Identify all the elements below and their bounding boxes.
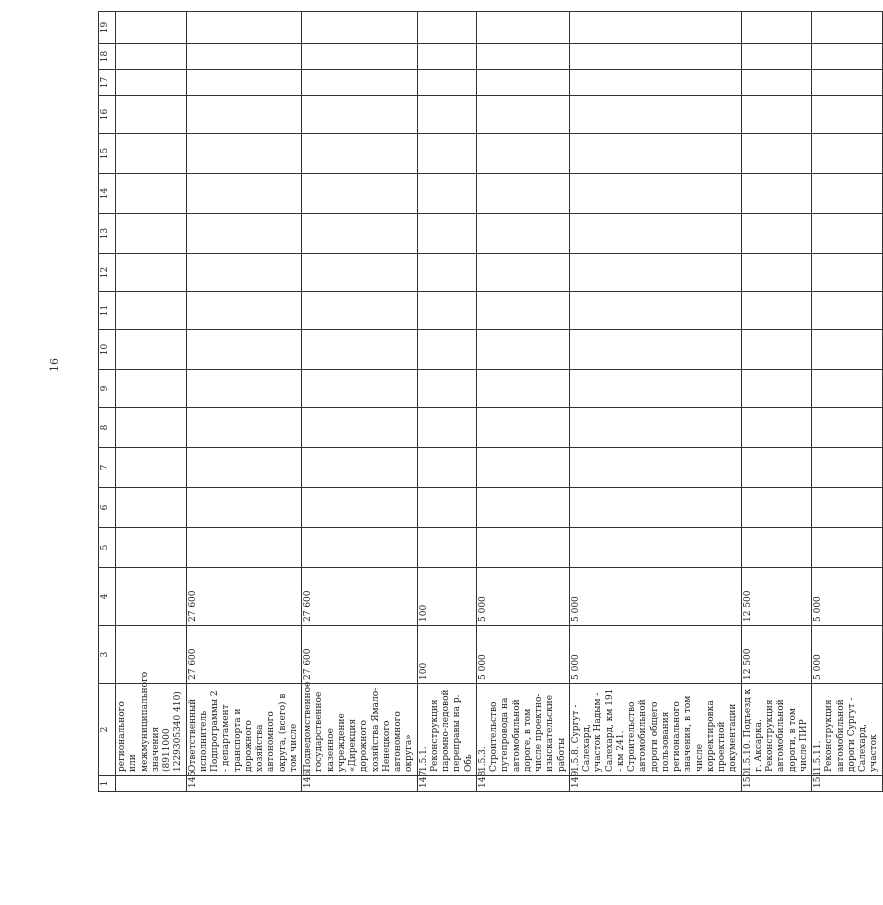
- table-row: [569, 12, 741, 792]
- col-header: 2: [99, 684, 116, 776]
- col-header: 18: [99, 44, 116, 70]
- value-col4: 5 000: [812, 568, 883, 626]
- value-col3: 5 000: [569, 626, 741, 684]
- rotated-table-container: [98, 12, 880, 792]
- row-name: 1.5.1. Реконструкция паромно-ледовой переправы на р. Обь: [417, 684, 476, 776]
- value-col4: 12 500: [741, 568, 812, 626]
- row-name: Ответственный исполнитель Подпрограммы 2 - департамент транспорта и дорожного хозяйства автономного округа, (всего) в том числе: [186, 684, 302, 776]
- value-col4: 5 000: [569, 568, 741, 626]
- row-number: 150: [741, 776, 812, 792]
- value-col3: 5 000: [476, 626, 569, 684]
- header-row: [99, 12, 116, 792]
- budget-table: [98, 11, 883, 792]
- col-header: 12: [99, 254, 116, 292]
- col-header: 6: [99, 488, 116, 528]
- table-row: [812, 12, 883, 792]
- row-number: 151: [812, 776, 883, 792]
- col-header: 10: [99, 330, 116, 370]
- row-name: 1.5.10. Подъезд к г. Аксарка. Реконструкция автомобильной дороги, в том числе ПИР: [741, 684, 812, 776]
- col-header: 3: [99, 626, 116, 684]
- col-header: 8: [99, 408, 116, 448]
- value-col3: 12 500: [741, 626, 812, 684]
- col-header: 7: [99, 448, 116, 488]
- row-number: 148: [476, 776, 569, 792]
- col-header: 13: [99, 214, 116, 254]
- col-header: 15: [99, 134, 116, 174]
- value-col3: 27 600: [302, 626, 418, 684]
- value-col4: 27 600: [302, 568, 418, 626]
- page-number: 16: [48, 358, 61, 372]
- value-col4: 100: [417, 568, 476, 626]
- col-header: 5: [99, 528, 116, 568]
- row-name: 1.5.8. Сургут - Салехард, участок Надым - Салехард, км 191 - км 241. Строительство автомобильной дороги общего пользования регионального значения, в том числе корректировка проектной документации: [569, 684, 741, 776]
- col-header: 4: [99, 568, 116, 626]
- row-number: 146: [302, 776, 418, 792]
- col-header: 19: [99, 12, 116, 44]
- value-col3: 5 000: [812, 626, 883, 684]
- row-name: 1.5.3. Строительство путепровода на автомобильной дороге, в том числе проектно-изыскательские работы: [476, 684, 569, 776]
- table-row: [116, 12, 187, 792]
- col-header: 14: [99, 174, 116, 214]
- row-name: Подведомственное государственное казенное учреждение «Дирекция дорожного хозяйства Ямало-Ненецкого автономного округа»: [302, 684, 418, 776]
- intro-cell: регионального или межмуниципального значения (8911000 1229305340 410): [116, 684, 187, 776]
- col-header: 17: [99, 70, 116, 96]
- col-header: 16: [99, 96, 116, 134]
- value-col4: 5 000: [476, 568, 569, 626]
- table-row: [302, 12, 418, 792]
- table-row: [741, 12, 812, 792]
- row-number: 145: [186, 776, 302, 792]
- value-col3: 100: [417, 626, 476, 684]
- col-header: 1: [99, 776, 116, 792]
- value-col3: 27 600: [186, 626, 302, 684]
- row-name: 1.5.11. Реконструкция автомобильной дороги Сургут - Салехард, участок: [812, 684, 883, 776]
- row-number: 149: [569, 776, 741, 792]
- table-row: [476, 12, 569, 792]
- row-number: 147: [417, 776, 476, 792]
- col-header: 11: [99, 292, 116, 330]
- table-row: [417, 12, 476, 792]
- value-col4: 27 600: [186, 568, 302, 626]
- table-row: [186, 12, 302, 792]
- col-header: 9: [99, 370, 116, 408]
